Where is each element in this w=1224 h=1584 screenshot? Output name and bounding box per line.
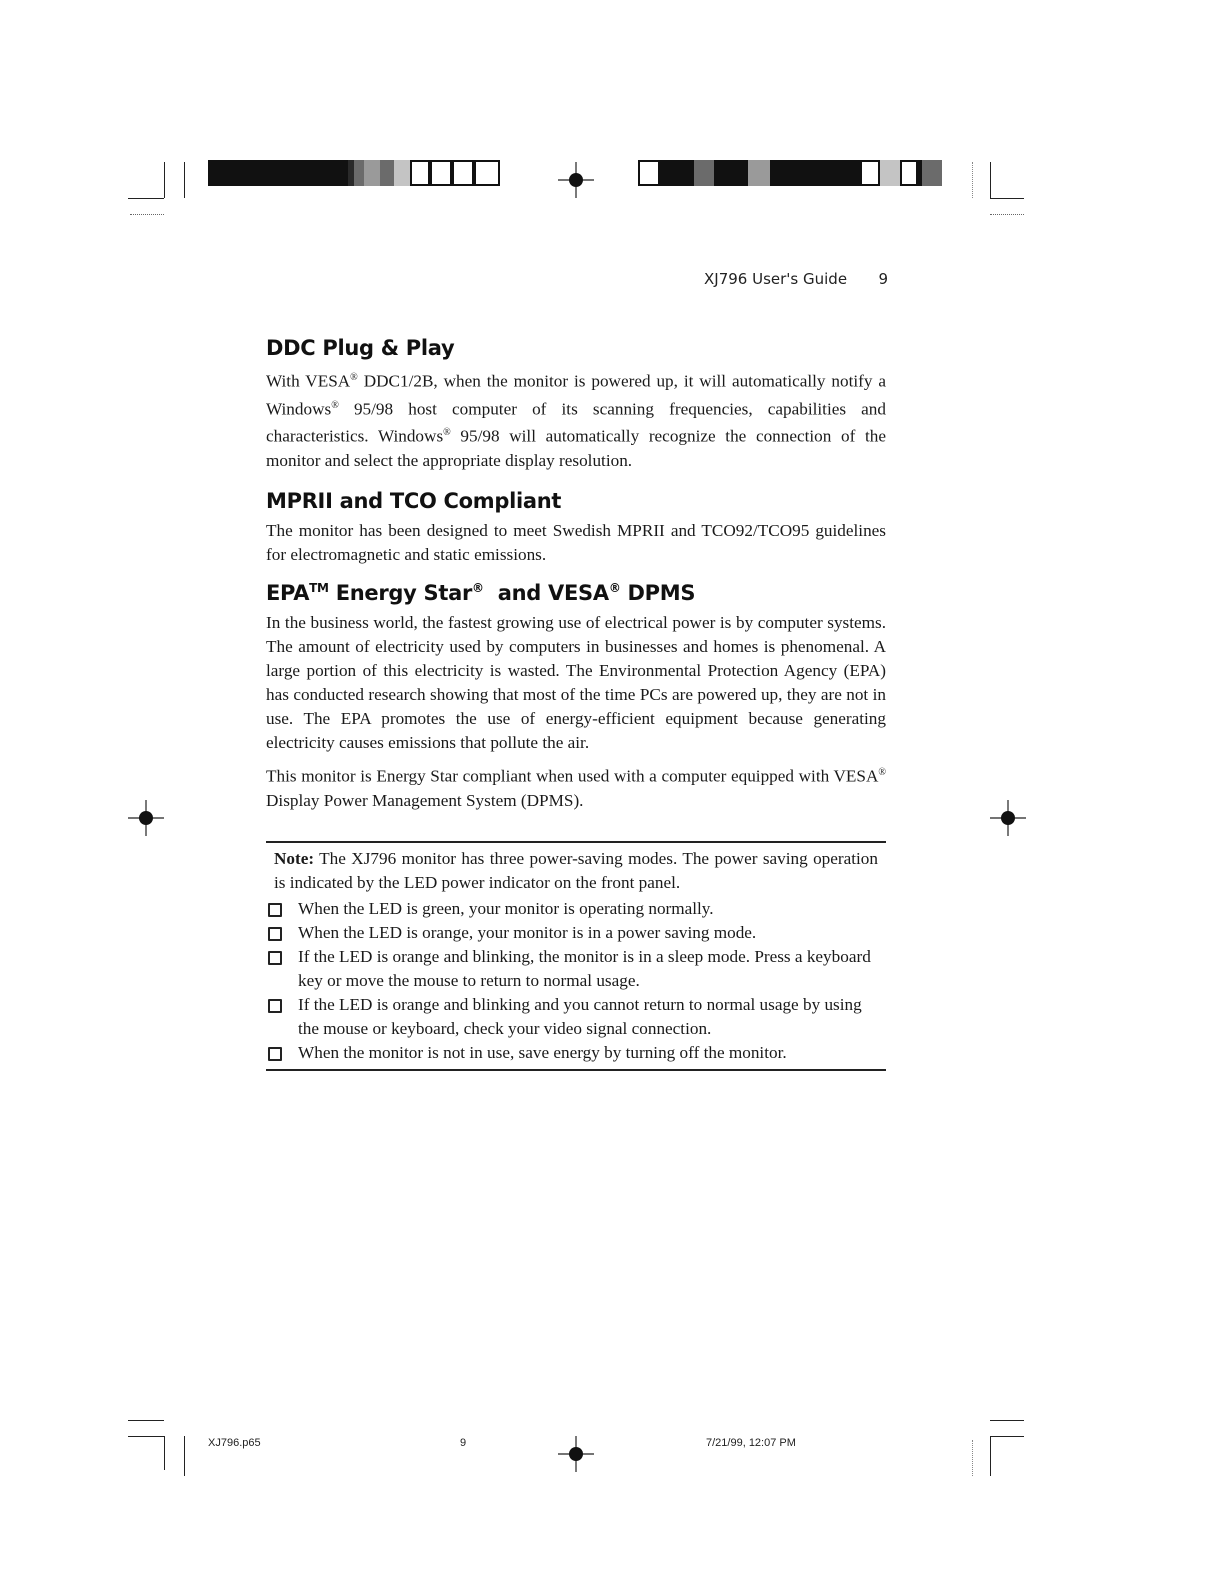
section-heading: MPRII and TCO Compliant — [266, 489, 562, 514]
section-heading: EPA™ Energy Star® and VESA® DPMS — [266, 581, 696, 606]
paragraph: The monitor has been designed to meet Swedish MPRII and TCO92/TCO95 guidelines for electromagnetic and static emissions. — [266, 521, 886, 565]
note-list — [274, 897, 878, 1065]
crop-mark — [972, 162, 973, 198]
checkbox-bullet-icon — [268, 999, 282, 1013]
crop-mark — [128, 198, 164, 199]
list-item: When the monitor is not in use, save energy by turning off the monitor. — [266, 1041, 878, 1065]
registration-target-icon — [990, 800, 1026, 836]
note-box — [266, 841, 886, 1071]
note-text: Note: The XJ796 monitor has three power-saving modes. The power saving operation is indicated by the LED power indicator on the front panel. — [274, 848, 878, 892]
section-heading: DDC Plug & Play — [266, 336, 455, 360]
registration-target-icon — [128, 800, 164, 836]
section-energy-star — [266, 581, 886, 813]
crop-mark — [164, 1436, 165, 1470]
crop-mark — [990, 1436, 1024, 1437]
section-ddc-plug-play — [266, 336, 886, 473]
footer-page-number: 9 — [460, 1437, 467, 1449]
crop-mark — [972, 1440, 973, 1476]
paragraph: With VESA® DDC1/2B, when the monitor is powered up, it will automatically notify a Windows® 95/98 host computer of its scanning frequencies, capabilities and characteristics. Windows® 95/98 will automatically recognize the connection of the monitor and select the appropriate display resolution. — [266, 371, 886, 471]
checkbox-bullet-icon — [268, 927, 282, 941]
page-content — [266, 336, 886, 1071]
list-item: If the LED is orange and blinking, the monitor is in a sleep mode. Press a keyboard key or move the mouse to return to normal usage. — [266, 945, 878, 993]
crop-mark — [990, 1420, 1024, 1421]
running-header — [704, 270, 888, 288]
paragraph: In the business world, the fastest growing use of electrical power is by computer systems. The amount of electricity used by computers in businesses and homes is phenomenal. A large portion of this electricity is wasted. The Environmental Protection Agency (EPA) has conducted research showing that most of the time PCs are powered up, they are not in use. The EPA promotes the use of energy-efficient equipment because generating electricity causes emissions that pollute the air. — [266, 613, 886, 753]
crop-mark — [184, 162, 185, 198]
page-number: 9 — [878, 270, 888, 288]
footer-file-name: XJ796.p65 — [208, 1437, 261, 1449]
note-label: Note: — [274, 848, 315, 868]
crop-mark — [990, 1436, 991, 1476]
crop-mark — [130, 214, 164, 215]
crop-mark — [990, 162, 991, 198]
checkbox-bullet-icon — [268, 903, 282, 917]
footer-timestamp: 7/21/99, 12:07 PM — [706, 1437, 796, 1449]
registration-target-icon — [558, 162, 594, 198]
checkbox-bullet-icon — [268, 1047, 282, 1061]
crop-mark — [164, 162, 165, 198]
crop-mark — [128, 1420, 164, 1421]
running-header-title: XJ796 User's Guide — [704, 270, 848, 288]
crop-mark — [128, 1436, 164, 1437]
section-mprii-tco — [266, 489, 886, 567]
checkbox-bullet-icon — [268, 951, 282, 965]
list-item: When the LED is green, your monitor is operating normally. — [266, 897, 878, 921]
color-bar-left — [208, 160, 514, 186]
crop-mark — [990, 214, 1024, 215]
crop-mark — [990, 198, 1024, 199]
paragraph: This monitor is Energy Star compliant when used with a computer equipped with VESA® Display Power Management System (DPMS). — [266, 766, 886, 810]
color-bar-right — [638, 160, 942, 186]
registration-target-icon — [558, 1436, 594, 1472]
list-item: When the LED is orange, your monitor is in a power saving mode. — [266, 921, 878, 945]
crop-mark — [184, 1436, 185, 1476]
list-item: If the LED is orange and blinking and you cannot return to normal usage by using the mouse or keyboard, check your video signal connection. — [266, 993, 878, 1041]
